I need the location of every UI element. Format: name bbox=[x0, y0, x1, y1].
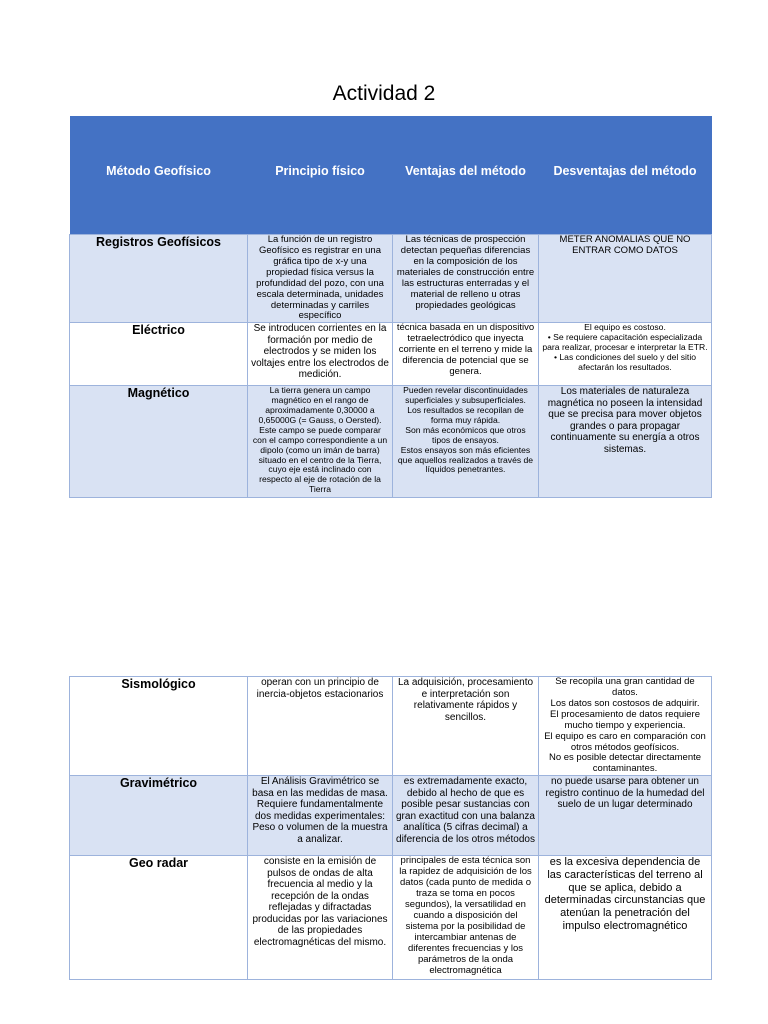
header-desventajas: Desventajas del método bbox=[539, 116, 712, 235]
ventajas-cell: Las técnicas de prospección detectan pequeñas diferencias en la composición de los materiales de construcción entre las estructuras enterradas y el material de relleno u otras propiedades geológicas bbox=[393, 235, 539, 323]
ventajas-cell: principales de esta técnica son la rapidez de adquisición de los datos (cada punto de medida o traza se toma en pocos segundos), la versatilidad en cuando a disposición del sistema por la posibilidad de intercambiar antenas de diferentes frecuencias y los parámetros de la onda electromagnética bbox=[393, 856, 539, 980]
method-name: Sismológico bbox=[70, 677, 248, 776]
header-principio: Principio físico bbox=[248, 116, 393, 235]
header-metodo: Método Geofísico bbox=[70, 116, 248, 235]
table-row bbox=[70, 776, 712, 856]
desventajas-cell: no puede usarse para obtener un registro continuo de la humedad del suelo de un lugar determinado bbox=[539, 776, 712, 856]
method-name: Magnético bbox=[70, 386, 248, 498]
principio-cell: La tierra genera un campo magnético en el rango de aproximadamente 0,30000 a 0,65000G (= Gauss, o Oersted). Este campo se puede comparar con el campo correspondiente a un dipolo (como un imán de barra) situado en el centro de la Tierra, cuyo eje está inclinado con respecto al eje de rotación de la Tierra bbox=[248, 386, 393, 498]
ventajas-cell: La adquisición, procesamiento e interpretación son relativamente rápidos y sencillos. bbox=[393, 677, 539, 776]
principio-cell: El Análisis Gravimétrico se basa en las medidas de masa. Requiere fundamentalmente dos medidas experimentales: Peso o volumen de la muestra a analizar. bbox=[248, 776, 393, 856]
desventajas-cell: Los materiales de naturaleza magnética no poseen la intensidad que se precisa para mover objetos grandes o para propagar continuamente su energía a otros sistemas. bbox=[539, 386, 712, 498]
desventajas-cell: Se recopila una gran cantidad de datos. Los datos son costosos de adquirir. El procesamiento de datos requiere mucho tiempo y experiencia. El equipo es caro en comparación con otros métodos geofísicos. No es posible detectar directamente contaminantes. bbox=[539, 677, 712, 776]
table-row bbox=[70, 323, 712, 386]
ventajas-cell: técnica basada en un dispositivo tetraelectródico que inyecta corriente en el terreno y mide la diferencia de potencial que se genera. bbox=[393, 323, 539, 386]
desventajas-cell: El equipo es costoso. • Se requiere capacitación especializada para realizar, procesar e interpretar la ETR. • Las condiciones del suelo y del sitio afectarán los resultados. bbox=[539, 323, 712, 386]
method-name: Registros Geofísicos bbox=[70, 235, 248, 323]
ventajas-cell: Pueden revelar discontinuidades superficiales y subsuperficiales. Los resultados se recopilan de forma muy rápida. Son más económicos que otros tipos de ensayos. Estos ensayos son más eficientes que aquellos realizados a través de líquidos penetrantes. bbox=[393, 386, 539, 498]
table-header-row bbox=[70, 116, 712, 235]
geophysical-methods-table-1 bbox=[69, 116, 712, 498]
header-ventajas: Ventajas del método bbox=[393, 116, 539, 235]
table-row bbox=[70, 677, 712, 776]
table-row bbox=[70, 386, 712, 498]
geophysical-methods-table-2 bbox=[69, 676, 712, 980]
desventajas-cell: es la excesiva dependencia de las características del terreno al que se aplica, debido a determinadas circunstancias que atenúan la penetración del impulso electromagnético bbox=[539, 856, 712, 980]
page-title: Actividad 2 bbox=[332, 82, 436, 105]
method-name: Eléctrico bbox=[70, 323, 248, 386]
desventajas-cell: METER ANOMALIAS QUE NO ENTRAR COMO DATOS bbox=[539, 235, 712, 323]
method-name: Geo radar bbox=[70, 856, 248, 980]
method-name: Gravimétrico bbox=[70, 776, 248, 856]
table-row bbox=[70, 235, 712, 323]
principio-cell: operan con un principio de inercia-objetos estacionarios bbox=[248, 677, 393, 776]
principio-cell: La función de un registro Geofísico es registrar en una gráfica tipo de x-y una propiedad física versus la profundidad del pozo, con una escala determinada, unidades determinadas y carriles específico bbox=[248, 235, 393, 323]
principio-cell: Se introducen corrientes en la formación por medio de electrodos y se miden los voltajes entre los electrodos de medición. bbox=[248, 323, 393, 386]
principio-cell: consiste en la emisión de pulsos de ondas de alta frecuencia al medio y la recepción de la ondas reflejadas y difractadas producidas por las variaciones de las propiedades electromagnéticas del mismo. bbox=[248, 856, 393, 980]
ventajas-cell: es extremadamente exacto, debido al hecho de que es posible pesar sustancias con gran exactitud con una balanza analítica (5 cifras decimal) a diferencia de los otros métodos bbox=[393, 776, 539, 856]
table-row bbox=[70, 856, 712, 980]
